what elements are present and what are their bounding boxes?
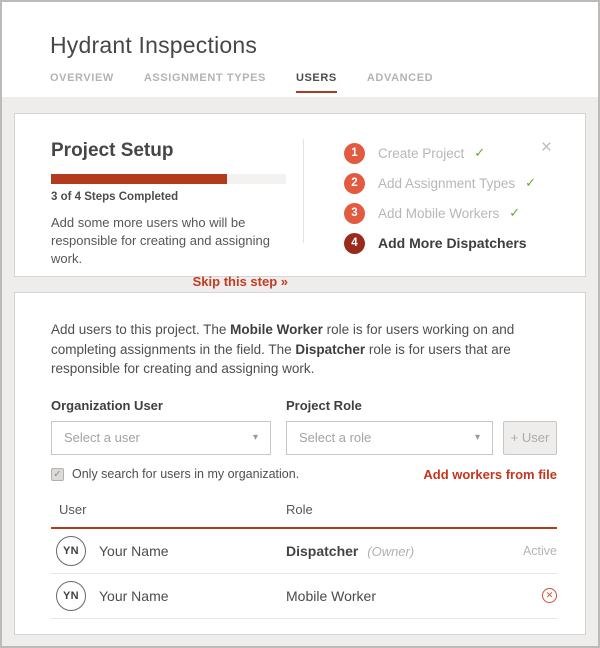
- user-cell: [56, 581, 286, 611]
- tab-advanced[interactable]: ADVANCED: [366, 72, 434, 84]
- user-name: Your Name: [99, 542, 169, 559]
- step-add-more-dispatchers: [344, 228, 585, 258]
- remove-user-icon[interactable]: ✕: [542, 588, 557, 603]
- step-number-badge: 1: [344, 143, 365, 164]
- column-header-role: Role: [286, 501, 313, 517]
- progress-bar: [51, 174, 286, 184]
- add-users-card: [14, 292, 586, 635]
- progress-bar-fill: [51, 174, 227, 184]
- user-cell: [56, 536, 286, 566]
- step-label: Create Project: [378, 145, 465, 161]
- chevron-down-icon: ▾: [252, 432, 258, 443]
- intro-text: Add users to this project. The: [51, 322, 231, 337]
- intro-text: role is for users that are responsible for creating and assigning work.: [51, 341, 511, 376]
- table-row: [51, 574, 557, 619]
- setup-title: Project Setup: [51, 140, 174, 161]
- check-icon: ✓: [509, 205, 521, 220]
- step-label: Add Assignment Types: [378, 175, 516, 191]
- add-users-intro: [51, 320, 557, 379]
- step-number-badge: 4: [344, 233, 365, 254]
- tab-assignment-types[interactable]: ASSIGNMENT TYPES: [143, 72, 266, 84]
- org-only-checkbox[interactable]: [51, 467, 299, 481]
- page-title: Hydrant Inspections: [50, 32, 258, 58]
- organization-user-label: Organization User: [51, 397, 163, 413]
- setup-progress-panel: [15, 114, 303, 289]
- user-name: Your Name: [99, 587, 169, 604]
- step-add-mobile-workers: [344, 198, 585, 228]
- column-header-user: User: [59, 501, 87, 517]
- organization-user-field: [51, 398, 271, 455]
- skip-step-link[interactable]: Skip this step »: [192, 274, 288, 289]
- step-number-badge: 3: [344, 203, 365, 224]
- step-number-badge: 2: [344, 173, 365, 194]
- select-placeholder: Select a user: [64, 430, 140, 445]
- users-table: [51, 502, 557, 619]
- check-icon: ✓: [525, 175, 536, 190]
- select-placeholder: Select a role: [299, 430, 372, 445]
- tab-users[interactable]: USERS: [296, 72, 337, 93]
- chevron-down-icon: ▾: [474, 432, 480, 443]
- intro-bold-dispatcher: Dispatcher: [295, 341, 366, 357]
- avatar: YN: [56, 536, 86, 566]
- role-name: Dispatcher: [286, 542, 359, 559]
- intro-bold-mobile-worker: Mobile Worker: [230, 322, 323, 337]
- project-setup-card: [14, 113, 586, 289]
- project-role-field: [286, 398, 493, 455]
- project-role-select[interactable]: [286, 421, 493, 455]
- setup-description: Add some more users who will be responsible for creating and assigning work.: [51, 215, 270, 266]
- role-cell: [286, 588, 542, 604]
- close-icon[interactable]: ×: [540, 137, 552, 158]
- tab-overview[interactable]: OVERVIEW: [50, 72, 114, 84]
- step-label: Add More Dispatchers: [378, 235, 527, 251]
- add-user-button[interactable]: + User: [503, 421, 557, 455]
- add-workers-from-file-link[interactable]: Add workers from file: [423, 466, 557, 482]
- organization-user-select[interactable]: [51, 421, 271, 455]
- table-row: [51, 529, 557, 574]
- tab-bar: [50, 72, 598, 93]
- project-role-label: Project Role: [286, 397, 362, 413]
- role-cell: [286, 543, 523, 559]
- check-icon: ✓: [474, 145, 486, 160]
- add-user-form: [51, 398, 557, 455]
- checkbox-label: Only search for users in my organization.: [72, 467, 300, 481]
- page-header: [2, 2, 598, 97]
- step-label: Add Mobile Workers: [378, 205, 500, 221]
- checkbox-checked-icon: ✓: [51, 468, 64, 481]
- avatar: YN: [56, 581, 86, 611]
- intro-text: role is for users working on and completing assignments in the field. The: [51, 322, 515, 357]
- role-name: Mobile Worker: [286, 587, 376, 604]
- status-label: Active: [522, 543, 557, 558]
- table-header-row: [51, 502, 557, 529]
- owner-suffix: (Owner): [367, 543, 415, 559]
- form-options-row: [51, 467, 557, 482]
- progress-label: 3 of 4 Steps Completed: [51, 191, 179, 203]
- step-add-assignment-types: [344, 168, 585, 198]
